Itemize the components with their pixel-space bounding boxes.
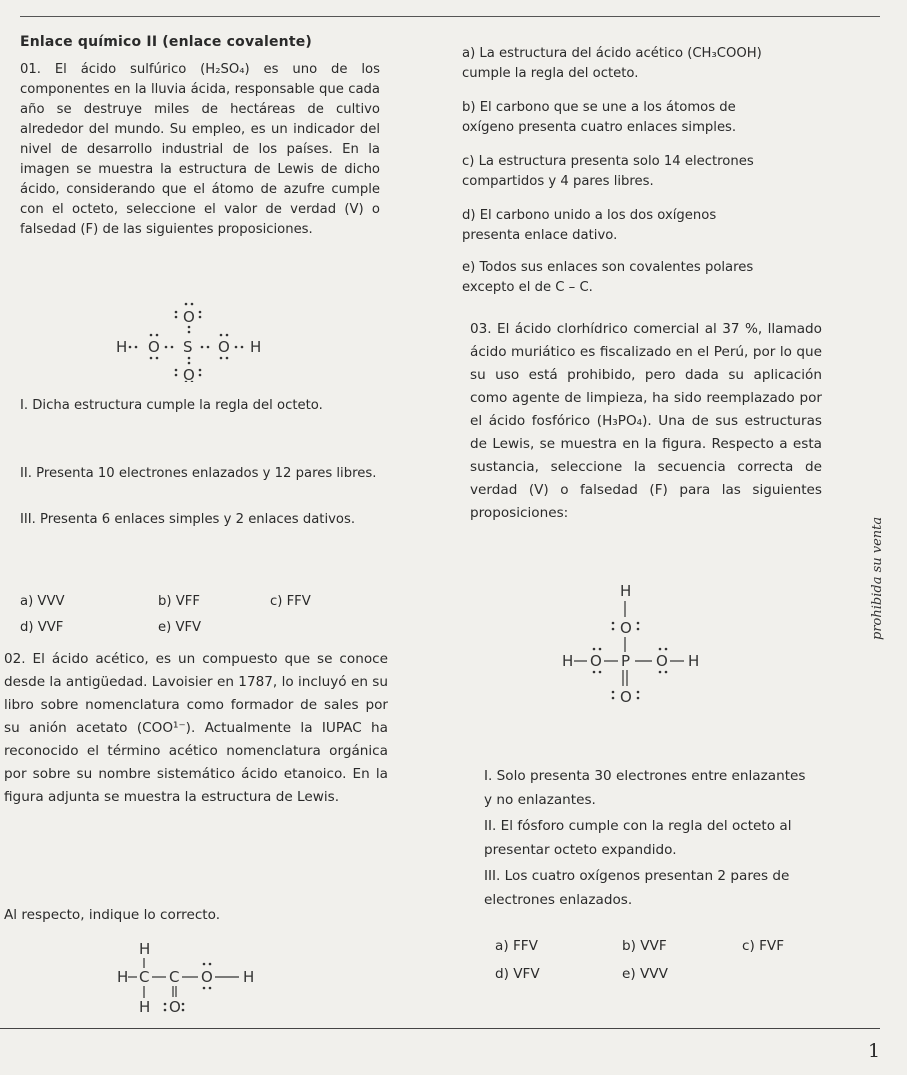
acetic-h-bottom: H: [139, 998, 151, 1016]
atom-o-bottom: O: [183, 366, 195, 382]
acetic-c2: C: [169, 968, 180, 986]
phos-o-top: O: [620, 619, 632, 637]
q02-option-b[interactable]: b) El carbono que se une a los átomos de oxígeno presenta cuatro enlaces simples.: [462, 100, 737, 135]
atom-h-right: H: [250, 338, 262, 356]
q03-option-b[interactable]: b) VVF: [622, 938, 667, 954]
page-number: 1: [868, 1040, 881, 1062]
atom-s: S: [183, 338, 193, 356]
bottom-rule: [0, 1028, 880, 1029]
phos-p: P: [621, 652, 631, 670]
acetic-h-left: H: [117, 968, 129, 986]
q01-option-e[interactable]: e) VFV: [158, 620, 202, 635]
acetic-acid-lewis-structure: [115, 940, 285, 1020]
q03-option-d[interactable]: d) VFV: [495, 966, 540, 982]
phosphoric-acid-lewis-structure: [560, 580, 730, 710]
q01-option-c[interactable]: c) FFV: [270, 594, 311, 609]
q03-option-c[interactable]: c) FVF: [742, 938, 785, 954]
phos-o-left: O: [590, 652, 602, 670]
acetic-acid-diagram: [115, 940, 285, 1020]
q03-statement-1: I. Solo presenta 30 electrones entre enlazantes y no enlazantes.: [484, 768, 806, 808]
acetic-c1: C: [139, 968, 150, 986]
phos-h-top: H: [620, 582, 632, 600]
atom-h-left: H: [116, 338, 128, 356]
q02-prompt: Al respecto, indique lo correcto.: [4, 907, 221, 923]
q03-option-a[interactable]: a) FFV: [495, 938, 538, 954]
atom-o-right: O: [218, 338, 230, 356]
acetic-o-double: O: [169, 998, 181, 1016]
prohibited-sale-stamp: prohibida su venta: [870, 516, 885, 640]
phos-h-left: H: [562, 652, 574, 670]
q01-option-d[interactable]: d) VVF: [20, 620, 64, 635]
q03-option-e[interactable]: e) VVV: [622, 966, 668, 982]
phos-o-right: O: [656, 652, 668, 670]
q01-statement-2: II. Presenta 10 electrones enlazados y 12 pares libres.: [20, 466, 377, 481]
sulfuric-acid-lewis-structure: [108, 302, 288, 382]
question-02-text: 02. El ácido acético, es un compuesto que se conoce desde la antigüedad. Lavoisier en 1787, lo incluyó en su libro sobre nomenclatura como formador de sales por su anión acetato (COO¹⁻). Actualmente la IUPAC ha reconocido el término acético nomenclatura orgánica por sobre su nombre sistemático ácido etanoico. En la figura adjunta se muestra la estructura de Lewis.: [4, 651, 388, 805]
acetic-h-top: H: [139, 940, 151, 958]
top-rule: [20, 16, 880, 17]
acetic-h-right: H: [243, 968, 255, 986]
phos-o-bottom: O: [620, 688, 632, 706]
q02-option-a[interactable]: a) La estructura del ácido acético (CH₃COOH) cumple la regla del octeto.: [462, 46, 762, 81]
q02-option-c[interactable]: c) La estructura presenta solo 14 electrones compartidos y 4 pares libres.: [462, 154, 754, 189]
phos-h-right: H: [688, 652, 700, 670]
q01-statement-3: III. Presenta 6 enlaces simples y 2 enlaces dativos.: [20, 512, 356, 527]
q01-option-b[interactable]: b) VFF: [158, 594, 200, 609]
q03-statement-3: III. Los cuatro oxígenos presentan 2 pares de electrones enlazados.: [484, 868, 790, 908]
atom-o-top: O: [183, 308, 195, 326]
q02-option-d[interactable]: d) El carbono unido a los dos oxígenos presenta enlace dativo.: [462, 208, 717, 243]
q01-option-a[interactable]: a) VVV: [20, 594, 65, 609]
atom-o-left: O: [148, 338, 160, 356]
phosphoric-acid-diagram: [560, 580, 730, 710]
acetic-o-single: O: [201, 968, 213, 986]
q01-statement-1: I. Dicha estructura cumple la regla del octeto.: [20, 398, 323, 413]
q02-option-e[interactable]: e) Todos sus enlaces son covalentes polares excepto el de C – C.: [462, 260, 754, 295]
question-03-text: 03. El ácido clorhídrico comercial al 37 %, llamado ácido muriático es fiscalizado en el Perú, por lo que su uso está prohibido, pero dada su aplicación como agente de limpieza, ha sido reemplazado por el ácido fosfórico (H₃PO₄). Una de sus estructuras de Lewis, se muestra en la figura. Respecto a esta sustancia, seleccione la secuencia correcta de verdad (V) o falsedad (F) para las siguientes proposiciones:: [470, 321, 822, 521]
page-title: Enlace químico II (enlace covalente): [20, 34, 313, 50]
question-01-text: 01. El ácido sulfúrico (H₂SO₄) es uno de los componentes en la lluvia ácida, responsable que cada año se destruye miles de hectáreas de cultivo alrededor del mundo. Su empleo, es un indicador del nivel de desarrollo industrial de los países. En la imagen se muestra la estructura de Lewis de dicho ácido, considerando que el átomo de azufre cumple con el octeto, seleccione el valor de verdad (V) o falsedad (F) de las siguientes proposiciones.: [20, 62, 380, 237]
sulfuric-acid-dots: [108, 302, 288, 382]
q03-statement-2: II. El fósforo cumple con la regla del octeto al presentar octeto expandido.: [484, 818, 792, 858]
